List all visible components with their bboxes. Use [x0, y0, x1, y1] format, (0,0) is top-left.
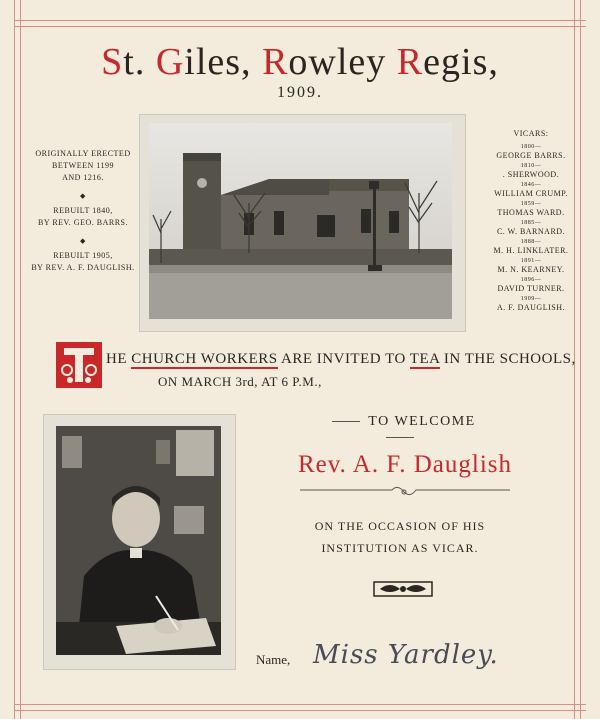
vicar-year: 1896—	[520, 277, 542, 283]
bottom-border-line	[14, 704, 586, 705]
flourish-underline-icon	[300, 482, 510, 500]
church-photo	[149, 123, 452, 319]
portrait-photo	[56, 426, 221, 655]
portrait-image	[56, 426, 221, 655]
invitation-he: HE	[106, 351, 127, 367]
vicar-entry	[472, 163, 590, 180]
invitation-date: ON MARCH 3rd, AT 6 P.M.,	[158, 374, 322, 389]
title-part: t.	[123, 41, 156, 83]
welcome-text: TO WELCOME	[368, 414, 476, 429]
church-image	[149, 123, 452, 319]
history-line: BY REV. A. F. DAUGLISH.	[31, 263, 135, 272]
vicar-name: DAVID TURNER.	[497, 284, 565, 293]
vicar-entry	[472, 277, 590, 294]
history-line: REBUILT 1840,	[53, 206, 113, 215]
separator-dot: ◆	[80, 192, 86, 200]
vicar-name: C. W. BARNARD.	[496, 227, 566, 236]
history-line: REBUILT 1905,	[53, 251, 113, 260]
top-border-line	[14, 20, 586, 21]
vicar-name: THOMAS WARD.	[497, 208, 565, 217]
bottom-border-line-2	[14, 710, 586, 711]
vicar-name: M. H. LINKLATER.	[493, 246, 569, 255]
dash-left	[332, 421, 360, 422]
vicar-year: 1800—	[520, 144, 542, 150]
title-part: G	[155, 41, 185, 83]
vicars-list	[472, 128, 590, 315]
vicar-year: 1885—	[520, 220, 542, 226]
vicar-name: . SHERWOOD.	[502, 170, 560, 179]
page-title	[0, 40, 600, 84]
vicar-entry	[472, 296, 590, 313]
left-border-line-2	[20, 0, 21, 719]
history-line: BETWEEN 1199	[52, 161, 114, 170]
vicar-name: A. F. DAUGLISH.	[497, 303, 565, 312]
history-line: BY REV. GEO. BARRS.	[38, 218, 128, 227]
history-column	[28, 148, 138, 282]
title-part: S	[101, 41, 124, 83]
vicar-entry	[472, 182, 590, 199]
top-border-line-2	[14, 26, 586, 27]
ornament-icon	[372, 579, 434, 599]
history-line: ORIGINALLY ERECTED	[35, 149, 131, 158]
invitation-schools: IN THE SCHOOLS,	[443, 351, 576, 367]
vicar-name: GEORGE BARRS.	[496, 151, 566, 160]
invitation-invited: ARE INVITED TO	[281, 351, 406, 367]
history-line: AND 1216.	[62, 173, 104, 182]
vicar-year: 1810—	[520, 163, 542, 169]
tea: TEA	[409, 351, 440, 367]
left-border-line	[14, 0, 15, 719]
vicar-entry	[472, 144, 590, 161]
vicar-name: M. N. KEARNEY.	[497, 265, 565, 274]
vicar-year: 1859—	[520, 201, 542, 207]
invitation-line	[106, 351, 586, 368]
year: 1909.	[277, 84, 323, 101]
vicar-name: WILLIAM CRUMP.	[494, 189, 568, 198]
history-rebuilt-1905	[28, 250, 138, 274]
title-part: R	[396, 41, 424, 83]
title-part: R	[262, 41, 289, 83]
occasion-line-2: INSTITUTION AS VICAR.	[321, 541, 479, 555]
vicar-entry	[472, 258, 590, 275]
dash-right	[386, 437, 414, 438]
honoree-name: Rev. A. F. Dauglish	[298, 451, 512, 478]
vicar-entry	[472, 239, 590, 256]
history-erected	[28, 148, 138, 184]
decorative-initial-t-icon	[56, 342, 102, 388]
to-welcome	[310, 414, 490, 446]
vicar-year: 1846—	[520, 182, 542, 188]
title-part: iles,	[184, 41, 263, 83]
vicar-year: 1909—	[520, 296, 542, 302]
occasion-line-1: ON THE OCCASION OF HIS	[314, 519, 486, 533]
history-rebuilt-1840	[28, 205, 138, 229]
title-part: egis,	[423, 41, 499, 83]
vicar-year: 1891—	[520, 258, 542, 264]
church-workers: CHURCH WORKERS	[131, 351, 278, 367]
vicar-entry	[472, 201, 590, 218]
title-part: owley	[288, 41, 397, 83]
separator-dot: ◆	[80, 237, 86, 245]
name-label: Name,	[256, 652, 291, 667]
vicar-year: 1888—	[520, 239, 542, 245]
vicars-heading: VICARS:	[513, 129, 549, 138]
handwritten-signature: Miss Yardley.	[313, 640, 499, 670]
vicar-entry	[472, 220, 590, 237]
occasion-text	[280, 515, 520, 559]
